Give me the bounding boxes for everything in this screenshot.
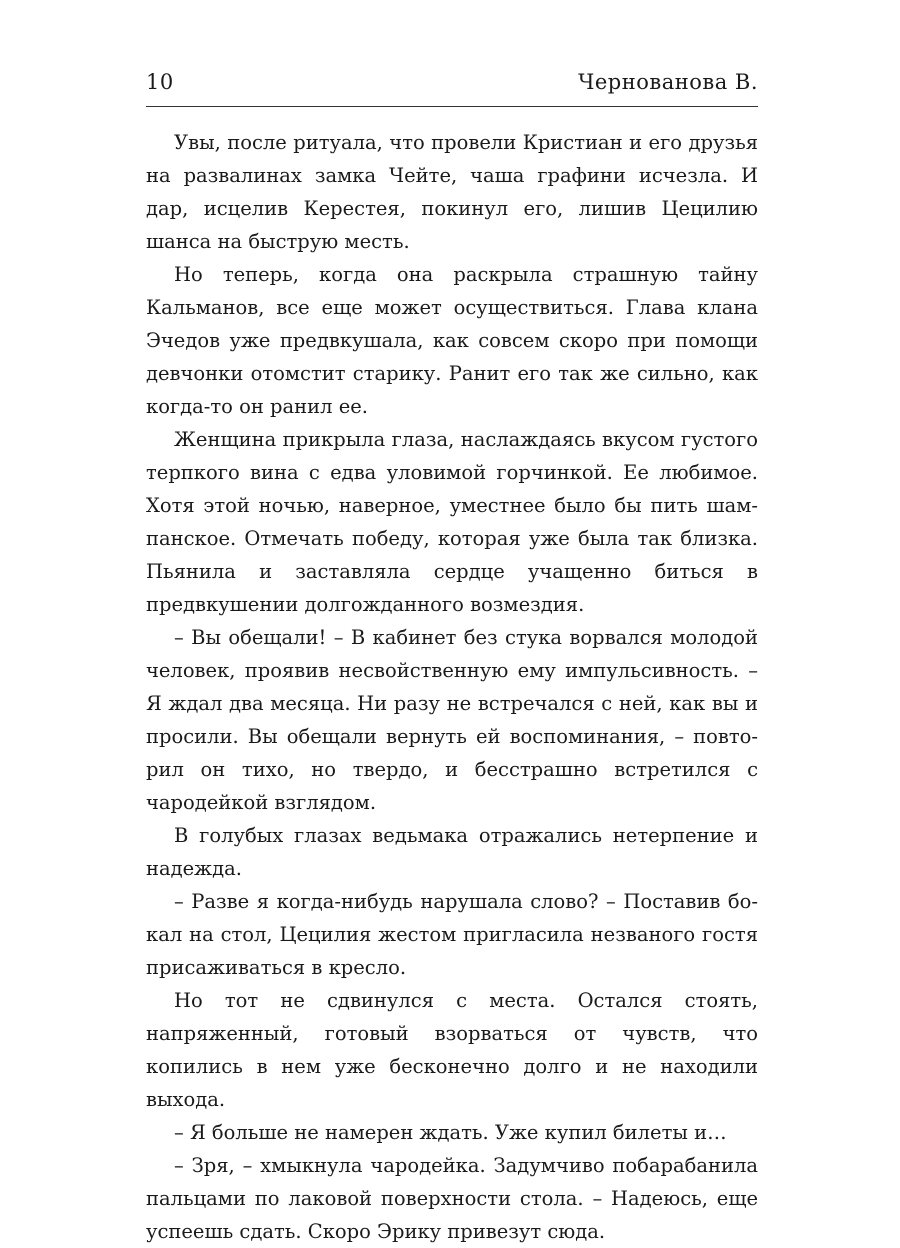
- paragraph: Но тот не сдвинулся с места. Остался стоять, напряженный, готовый взорваться от чувств, что копились в нем уже бесконечно долго и не находили выхода.: [146, 989, 758, 1111]
- paragraph: Увы, после ритуала, что провели Кристиан и его друзья на развалинах замка Чейте, чаша графини исчезла. И дар, исцелив Керестея, покинул его, лишив Цецилию шанса на быструю месть.: [146, 131, 758, 253]
- paragraph: Женщина прикрыла глаза, наслаждаясь вкусом густого терпкого вина с едва уловимой горчинкой. Ее любимое. Хотя этой ночью, наверное, уместнее было бы пить шампанское. Отмечать победу, которая уже была так близка. Пьянила и заставляла сердце учащенно биться в предвкушении долгожданного возмездия.: [146, 428, 758, 616]
- paragraph: В голубых глазах ведьмака отражались нетерпение и надежда.: [146, 824, 758, 880]
- running-head: Чернованова В.: [578, 70, 758, 94]
- body-text: [146, 126, 758, 1248]
- page-number: 10: [146, 70, 174, 94]
- paragraph: – Вы обещали! – В кабинет без стука ворвался молодой человек, проявив несвойственную ему импульсивность. – Я ждал два месяца. Ни разу не встречался с ней, как вы и просили. Вы обещали вернуть ей воспоминания, – повторил он тихо, но твердо, и бесстрашно встретился с чародейкой взглядом.: [146, 626, 758, 814]
- paragraph: – Я больше не намерен ждать. Уже купил билеты и…: [174, 1121, 727, 1144]
- paragraph: – Зря, – хмыкнула чародейка. Задумчиво побарабанила пальцами по лаковой поверхности стола. – Надеюсь, еще успеешь сдать. Скоро Эрику привезут сюда.: [146, 1154, 758, 1243]
- header-rule: [146, 106, 758, 107]
- page-header: [146, 64, 758, 104]
- paragraph: – Разве я когда-нибудь нарушала слово? – Поставив бокал на стол, Цецилия жестом пригласила незваного гостя присаживаться в кресло.: [146, 890, 758, 979]
- paragraph: Но теперь, когда она раскрыла страшную тайну Кальманов, все еще может осуществиться. Глава клана Эчедов уже предвкушала, как совсем скоро при помощи девчонки отомстит старику. Ранит его так же сильно, как когда-то он ранил ее.: [146, 263, 758, 418]
